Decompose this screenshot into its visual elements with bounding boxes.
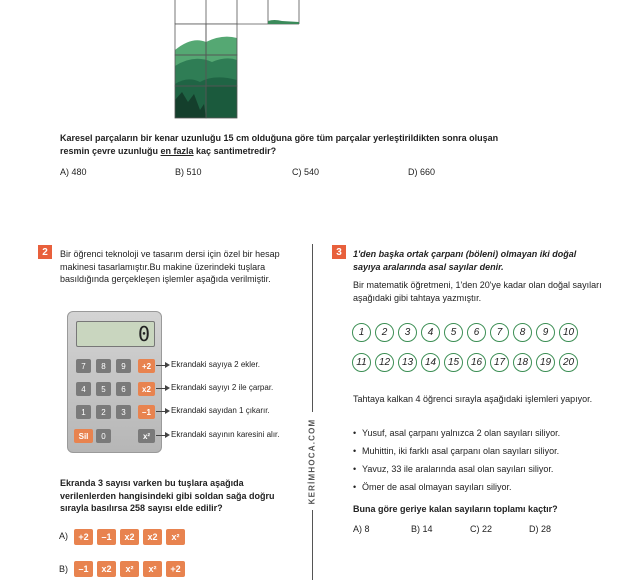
number-row-2	[352, 353, 578, 372]
underlined-emphasis: en fazla	[160, 146, 194, 156]
key-plus-2[interactable]: +2	[138, 359, 155, 373]
key-9[interactable]: 9	[116, 359, 131, 373]
question-1-text-part: Karesel parçaların bir kenar uzunluğu 15 cm olduğuna göre tüm parçalar yerleştirildikten sonra oluşan resmin çevre uzunluğu	[60, 133, 499, 156]
number-circle: 20	[559, 353, 578, 372]
student-steps-list	[353, 427, 618, 499]
q1-option-a[interactable]: A) 480	[60, 167, 87, 177]
label-times-2: Ekrandaki sayıyı 2 ile çarpar.	[171, 383, 274, 392]
brand-watermark	[305, 416, 319, 506]
key-clear[interactable]: Sil	[74, 429, 93, 443]
number-circle: 1	[352, 323, 371, 342]
answer-key: x²	[166, 529, 185, 545]
question-1-text	[60, 132, 530, 158]
column-divider-bottom	[312, 510, 313, 580]
q3-option-b[interactable]: B) 14	[411, 524, 433, 534]
number-circle: 12	[375, 353, 394, 372]
arrow-plus-2	[156, 365, 166, 366]
answer-key: +2	[74, 529, 93, 545]
key-8[interactable]: 8	[96, 359, 111, 373]
q3-option-c[interactable]: C) 22	[470, 524, 493, 534]
q2-option-a-letter[interactable]: A)	[59, 531, 68, 541]
answer-key: x2	[120, 529, 139, 545]
answer-key: x2	[97, 561, 116, 577]
number-circle: 18	[513, 353, 532, 372]
number-circle: 10	[559, 323, 578, 342]
key-6[interactable]: 6	[116, 382, 131, 396]
number-circle: 3	[398, 323, 417, 342]
number-circle: 7	[490, 323, 509, 342]
number-circle: 16	[467, 353, 486, 372]
key-3[interactable]: 3	[116, 405, 131, 419]
number-circle: 13	[398, 353, 417, 372]
key-square[interactable]: x²	[138, 429, 155, 443]
number-circle: 5	[444, 323, 463, 342]
arrow-times-2	[156, 388, 166, 389]
question-3-question: Buna göre geriye kalan sayıların toplamı kaçtır?	[353, 504, 558, 514]
list-item: • Ömer de asal olmayan sayıları siliyor.	[353, 481, 618, 493]
puzzle-figure	[174, 0, 300, 120]
arrow-minus-1	[156, 411, 166, 412]
key-4[interactable]: 4	[76, 382, 91, 396]
answer-key: +2	[166, 561, 185, 577]
q3-option-a[interactable]: A) 8	[353, 524, 370, 534]
key-7[interactable]: 7	[76, 359, 91, 373]
label-minus-1: Ekrandaki sayıdan 1 çıkarır.	[171, 406, 270, 415]
number-circle: 6	[467, 323, 486, 342]
question-2-intro: Bir öğrenci teknoloji ve tasarım dersi için özel bir hesap makinesi tasarlamıştır.Bu makine üzerindeki tuşlara basıldığında gerçekleşen işlemler aşağıda verilmiştir.	[60, 249, 280, 284]
number-circle: 19	[536, 353, 555, 372]
number-circle: 9	[536, 323, 555, 342]
number-circle: 8	[513, 323, 532, 342]
key-1[interactable]: 1	[76, 405, 91, 419]
q1-option-d[interactable]: D) 660	[408, 167, 436, 177]
list-item: • Yavuz, 33 ile aralarında asal olan sayıları siliyor.	[353, 463, 618, 475]
answer-key: –1	[74, 561, 93, 577]
question-3-text: Bir matematik öğretmeni, 1'den 20'ye kadar olan doğal sayıları aşağıdaki gibi tahtaya yazmıştır.	[353, 280, 602, 303]
q2-option-b-letter[interactable]: B)	[59, 564, 68, 574]
list-item: • Muhittin, iki farklı asal çarpanı olan sayıları siliyor.	[353, 445, 618, 457]
number-circle: 2	[375, 323, 394, 342]
number-circle: 4	[421, 323, 440, 342]
q2-option-a-keys[interactable]	[74, 529, 185, 545]
key-2[interactable]: 2	[96, 405, 111, 419]
label-plus-2: Ekrandaki sayıya 2 ekler.	[171, 360, 260, 369]
arrow-square	[156, 435, 166, 436]
q2-option-b-keys[interactable]	[74, 561, 185, 577]
number-circle: 17	[490, 353, 509, 372]
q1-option-b[interactable]: B) 510	[175, 167, 202, 177]
list-item: • Yusuf, asal çarpanı yalnızca 2 olan sayıları siliyor.	[353, 427, 618, 439]
question-3-intro: 1'den başka ortak çarpanı (böleni) olmayan iki doğal sayıya aralarında asal sayılar denir.	[353, 249, 577, 272]
key-times-2[interactable]: x2	[138, 382, 155, 396]
number-circle: 14	[421, 353, 440, 372]
calculator-display: 0	[76, 321, 155, 347]
number-circle: 15	[444, 353, 463, 372]
answer-key: x²	[120, 561, 139, 577]
key-0[interactable]: 0	[96, 429, 111, 443]
question-3-text-2: Tahtaya kalkan 4 öğrenci sırayla aşağıdaki işlemleri yapıyor.	[353, 394, 593, 404]
q3-option-d[interactable]: D) 28	[529, 524, 552, 534]
key-minus-1[interactable]: –1	[138, 405, 155, 419]
brand-text: KERİMHOCA.COM	[307, 418, 317, 504]
question-2-text: Ekranda 3 sayısı varken bu tuşlara aşağıda verilenlerden hangisindeki gibi soldan sağa doğru sırayla basılırsa 258 sayısı elde edilir?	[60, 478, 275, 513]
question-2-number: 2	[38, 245, 52, 259]
answer-key: –1	[97, 529, 116, 545]
label-square: Ekrandaki sayının karesini alır.	[171, 430, 280, 439]
calculator	[67, 311, 162, 453]
number-row-1	[352, 323, 578, 342]
key-5[interactable]: 5	[96, 382, 111, 396]
question-1-text-end: kaç santimetredir?	[193, 146, 277, 156]
answer-key: x2	[143, 529, 162, 545]
answer-key: x²	[143, 561, 162, 577]
number-circle: 11	[352, 353, 371, 372]
q1-option-c[interactable]: C) 540	[292, 167, 320, 177]
question-3-number: 3	[332, 245, 346, 259]
column-divider-top	[312, 244, 313, 412]
